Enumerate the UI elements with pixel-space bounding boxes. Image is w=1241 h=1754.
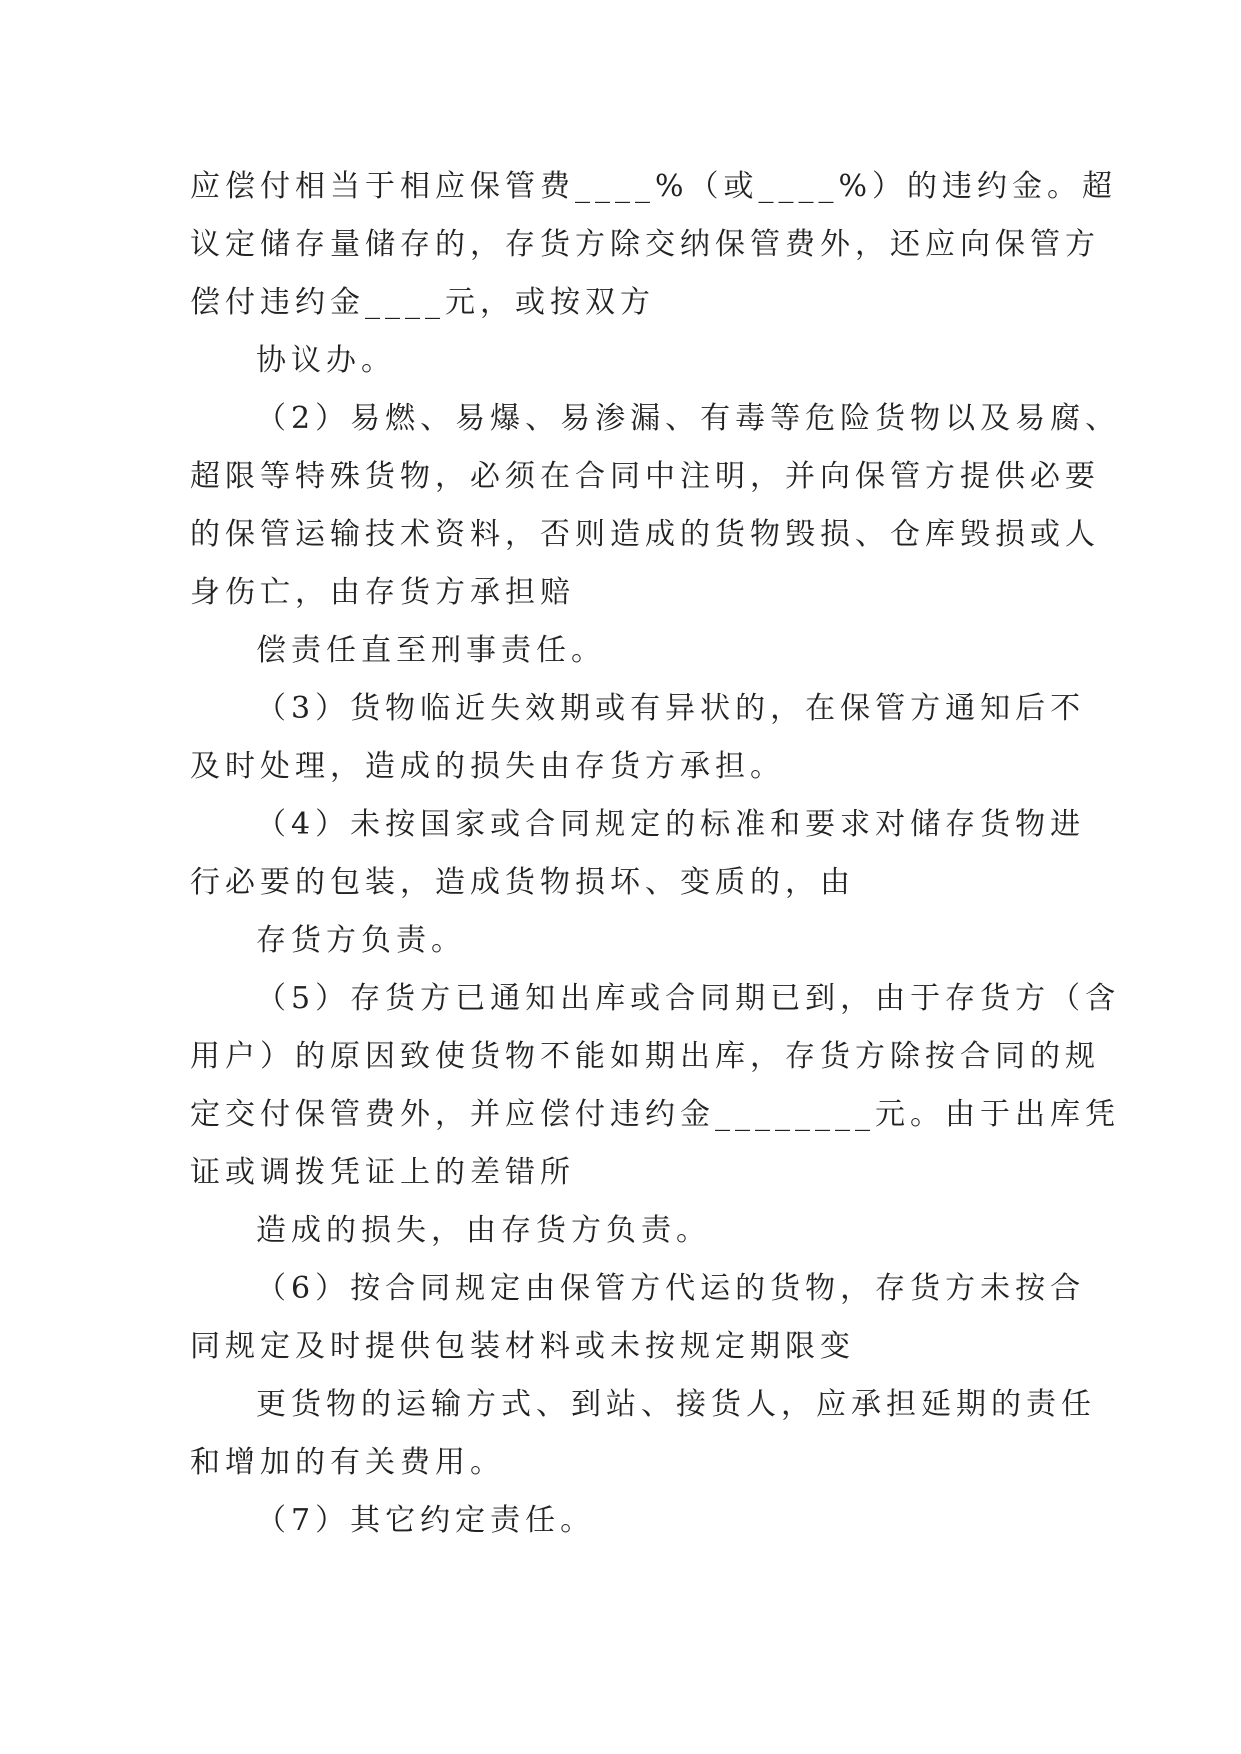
- clause-4-line: （4）未按国家或合同规定的标准和要求对储存货物进: [256, 807, 1086, 842]
- clause-7-line: （7）其它约定责任。: [256, 1503, 596, 1538]
- text-line: 更货物的运输方式、到站、接货人，应承担延期的责任: [256, 1387, 1096, 1422]
- text-line: 同规定及时提供包装材料或未按规定期限变: [190, 1329, 855, 1364]
- clause-3-line: （3）货物临近失效期或有异状的，在保管方通知后不: [256, 691, 1086, 726]
- text-line: 偿责任直至刑事责任。: [256, 633, 606, 668]
- text-line: 身伤亡，由存货方承担赔: [190, 575, 575, 610]
- text-line: 存货方负责。: [256, 923, 466, 958]
- text-line: 的保管运输技术资料，否则造成的货物毁损、仓库毁损或人: [190, 517, 1100, 552]
- text-line: 偿付违约金____元，或按双方: [190, 285, 655, 320]
- clause-5-line: （5）存货方已通知出库或合同期已到，由于存货方（含: [256, 981, 1121, 1016]
- text-line: 应偿付相当于相应保管费____%（或____%）的违约金。超: [190, 169, 1118, 204]
- text-line: 行必要的包装，造成货物损坏、变质的，由: [190, 865, 855, 900]
- text-line: 用户）的原因致使货物不能如期出库，存货方除按合同的规: [190, 1039, 1100, 1074]
- text-line: 定交付保管费外，并应偿付违约金________元。由于出库凭: [190, 1097, 1120, 1132]
- text-line: 和增加的有关费用。: [190, 1445, 505, 1480]
- text-line: 证或调拨凭证上的差错所: [190, 1155, 575, 1190]
- clause-6-line: （6）按合同规定由保管方代运的货物，存货方未按合: [256, 1271, 1086, 1306]
- text-line: 议定储存量储存的，存货方除交纳保管费外，还应向保管方: [190, 227, 1100, 262]
- text-line: 及时处理，造成的损失由存货方承担。: [190, 749, 785, 784]
- text-line: 超限等特殊货物，必须在合同中注明，并向保管方提供必要: [190, 459, 1100, 494]
- contract-text-body: [190, 158, 1121, 1550]
- text-line: 造成的损失，由存货方负责。: [256, 1213, 711, 1248]
- clause-2-line: （2）易燃、易爆、易渗漏、有毒等危险货物以及易腐、: [256, 401, 1121, 436]
- text-line: 协议办。: [256, 343, 396, 378]
